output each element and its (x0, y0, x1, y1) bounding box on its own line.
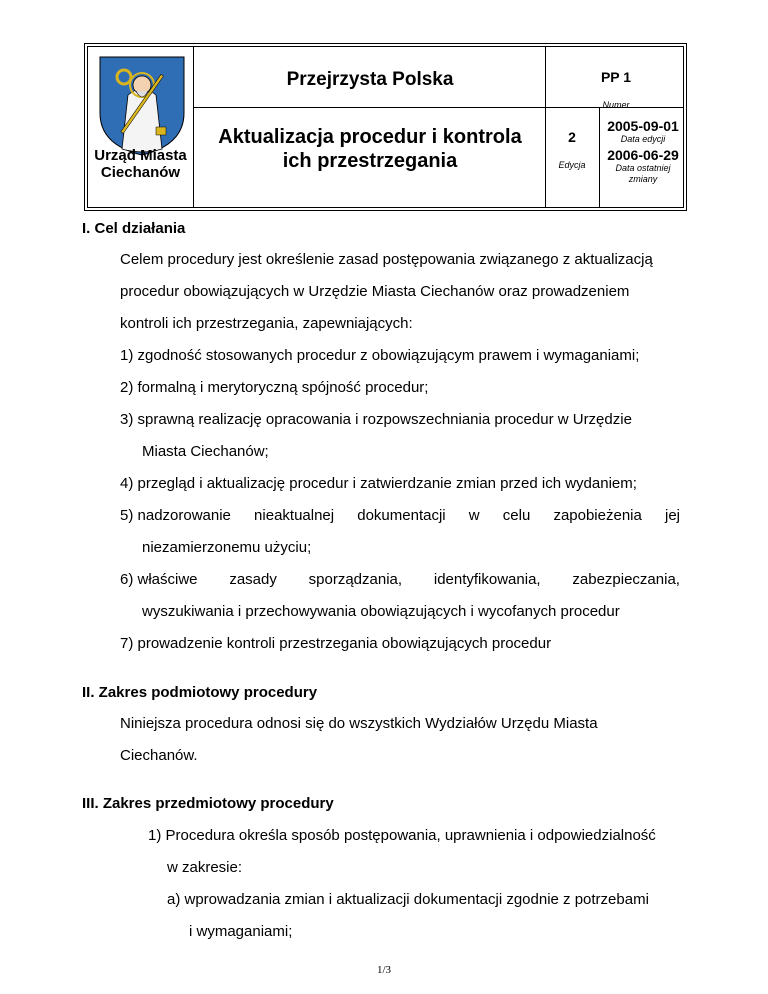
paragraph-line: Niniejsza procedura odnosi się do wszystkich Wydziałów Urzędu Miasta (120, 715, 598, 732)
paragraph-line: procedur obowiązujących w Urzędzie Miasta Ciechanów oraz prowadzeniem (120, 283, 630, 300)
edition-date: 2005-09-01 (607, 118, 679, 134)
list-item: 3) sprawną realizację opracowania i rozpowszechniania procedur w Urzędzie (120, 411, 632, 428)
sub-list-item-continuation: i wymaganiami; (189, 923, 293, 940)
last-change-label: Data ostatniej zmiany (615, 163, 671, 184)
procedure-title: Aktualizacja procedur i kontrola ich przestrzegania (218, 126, 522, 172)
city-crest-logo (98, 55, 186, 157)
edition-label: Edycja (558, 160, 586, 170)
last-change-date: 2006-06-29 (607, 147, 679, 163)
list-item: 7) prowadzenie kontroli przestrzegania obowiązujących procedur (120, 635, 552, 652)
list-item-continuation: wyszukiwania i przechowywania obowiązujących i wycofanych procedur (142, 603, 620, 620)
divider (193, 47, 194, 207)
list-item-continuation: w zakresie: (167, 859, 243, 876)
list-item: 4) przegląd i aktualizację procedur i zatwierdzanie zmian przed ich wydaniem; (120, 475, 637, 492)
code-label: Numer (602, 100, 630, 110)
list-item-continuation: Miasta Ciechanów; (142, 443, 269, 460)
document-header (84, 43, 687, 211)
list-item: 6) właściwe zasady sporządzania, identyfikowania, zabezpieczania, (120, 571, 680, 588)
paragraph-line: Ciechanów. (120, 747, 198, 764)
list-item: 5) nadzorowanie nieaktualnej dokumentacji w celu zapobieżenia jej (120, 507, 680, 524)
paragraph-line: Celem procedury jest określenie zasad postępowania związanego z aktualizacją (120, 251, 653, 268)
section-heading: III. Zakres przedmiotowy procedury (82, 795, 334, 812)
edition-number: 2 (568, 129, 576, 145)
sub-list-item: a) wprowadzania zmian i aktualizacji dokumentacji zgodnie z potrzebami (167, 891, 649, 908)
procedure-code: PP 1 (600, 69, 632, 85)
list-item: 2) formalną i merytoryczną spójność procedur; (120, 379, 429, 396)
edition-date-label: Data edycji (620, 134, 666, 144)
office-name: Urząd Miasta Ciechanów (94, 147, 187, 181)
org-title: Przejrzysta Polska (286, 69, 454, 90)
page-number: 1/3 (376, 964, 392, 976)
list-item-continuation: niezamierzonemu użyciu; (142, 539, 312, 556)
paragraph-line: kontroli ich przestrzegania, zapewniających: (120, 315, 413, 332)
list-item: 1) Procedura określa sposób postępowania, uprawnienia i odpowiedzialność (148, 827, 656, 844)
section-heading: II. Zakres podmiotowy procedury (82, 684, 318, 701)
list-item: 1) zgodność stosowanych procedur z obowiązującym prawem i wymaganiami; (120, 347, 640, 364)
section-heading: I. Cel działania (82, 220, 186, 237)
